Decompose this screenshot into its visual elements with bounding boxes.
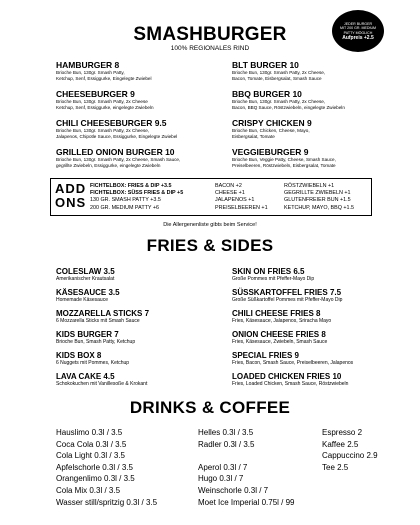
drinks-column-soft (56, 427, 157, 508)
side-name: KIDS BOX 8 (56, 351, 102, 360)
burger-desc: Jalapenos, Chipotle Sauce, Essiggurke, Eingelegte Zwiebel (56, 133, 178, 139)
drink-item: Hugo 0.3l / 7 (198, 474, 244, 484)
burger-name: BBQ BURGER 10 (232, 89, 302, 99)
drink-item: Cappuccino 2.9 (322, 451, 378, 461)
side-name: COLESLAW 3.5 (56, 267, 115, 276)
drink-item: Radler 0.3l / 3.5 (198, 439, 255, 449)
addon-item: RÖSTZWIEBELN +1 (284, 183, 335, 189)
side-desc: Amerikanischer Krautsalat (56, 276, 115, 282)
side-item (56, 372, 226, 387)
allergen-note: Die Allergenenliste gibts beim Service! (163, 222, 257, 228)
addons-column (215, 183, 268, 212)
burger-desc: Ketchup, Senf, Essiggurke, eingelegte Zwiebeln (56, 104, 154, 110)
burger-desc: Bacon, BBQ Sauce, Röstzwiebeln, eingelegte Zwiebeln (232, 104, 345, 110)
burger-item (56, 90, 236, 110)
side-item (232, 351, 402, 366)
drinks-section-title: DRINKS & COFFEE (129, 398, 291, 417)
addon-item: CHEESE +1 (215, 190, 245, 197)
burger-name: HAMBURGER 8 (56, 60, 120, 70)
side-item (56, 267, 226, 282)
side-name: KIDS BURGER 7 (56, 330, 119, 339)
page-title: SMASHBURGER (133, 24, 287, 45)
burger-item (56, 148, 236, 168)
drinks-spacer (198, 450, 295, 462)
burger-desc: Ketchup, Senf, Essiggurke, Eingelegte Zwiebel (56, 75, 152, 81)
side-name: ONION CHEESE FRIES 8 (232, 330, 326, 339)
page-subtitle: 100% REGIONALES RIND (170, 45, 250, 52)
burger-desc: Brioche Bun, 130gr. Smash Patty, 2x Cheese, (56, 128, 150, 133)
drink-item: Coca Cola 0.3l / 3.5 (56, 439, 127, 449)
side-desc: Große Pommes mit Pfeffer-Mayo Dip (232, 276, 315, 282)
side-desc: 6 Nuggets mit Pommes, Ketchup (56, 360, 130, 366)
burger-item (232, 119, 412, 139)
side-desc: 6 Mozzarella Sticks mit Smash Sauce (56, 318, 140, 324)
addon-item: GEGRILLTE ZWIEBELN +1 (284, 190, 351, 197)
burger-item (232, 148, 412, 168)
burger-item (56, 61, 236, 81)
side-name: CHILI CHEESE FRIES 8 (232, 309, 321, 318)
side-desc: Schokokuchen mit Vanillesoße & Krokant (56, 381, 148, 387)
addons-column (284, 183, 354, 212)
burger-item (232, 90, 412, 110)
side-item (56, 288, 226, 303)
side-desc: Brioche Bun, Smash Patty, Ketchup (56, 339, 136, 345)
badge-line: JEDER BURGER (343, 21, 373, 26)
side-item (56, 330, 226, 345)
side-desc: Fries, Loaded Chicken, Smash Sauce, Röstzwiebeln (232, 381, 349, 387)
drink-item: Kaffee 2.5 (322, 439, 359, 449)
side-desc: Fries, Käsesauce, Zwiebeln, Smash Sauce (232, 339, 328, 345)
addon-item: GLUTENFREIER BUN +1.5 (284, 197, 351, 204)
side-name: MOZZARELLA STICKS 7 (56, 309, 150, 318)
addon-item: KETCHUP, MAYO, BBQ +1.5 (284, 204, 355, 211)
addons-logo-line: ONS (55, 195, 87, 210)
addons-column (90, 183, 183, 212)
burger-desc: gegrillte Zwiebeln, Essiggurke, eingelegte Zwiebeln (56, 162, 161, 168)
side-name: SÜSSKARTOFFEL FRIES 7.5 (232, 288, 342, 297)
burger-desc: Brioche Bun, Veggie Patty, Cheese, Smash Sauce, (232, 157, 336, 162)
side-item (232, 309, 402, 324)
side-item (232, 330, 402, 345)
burger-name: GRILLED ONION BURGER 10 (56, 147, 175, 157)
addon-item: FICHTELBOX: SÜSS FRIES & DIP +5 (90, 190, 184, 197)
side-item (232, 267, 402, 282)
side-name: SPECIAL FRIES 9 (232, 351, 299, 360)
burger-desc: Brioche Bun, 130gr. Smash Patty, 2x Cheese, (232, 70, 326, 75)
drink-item: Cola Mix 0.3l / 3.5 (56, 485, 121, 495)
drink-item: Aperol 0.3l / 7 (198, 462, 248, 472)
drinks-column-coffee (322, 427, 378, 473)
burger-desc: Bacon, Tomate, Eisbergsalat, Smash Sauce (232, 75, 322, 81)
drink-item: Moet Ice Imperial 0.75l / 99 (198, 497, 295, 507)
side-name: LAVA CAKE 4.5 (56, 372, 115, 381)
drink-item: Wasser still/spritzig 0.3l / 3.5 (56, 497, 158, 507)
addon-item: FICHTELBOX: FRIES & DIP +3.5 (90, 183, 172, 189)
addons-logo-line: ADD (55, 181, 87, 196)
side-name: LOADED CHICKEN FRIES 10 (232, 372, 342, 381)
drink-item: Apfelschorle 0.3l / 3.5 (56, 462, 133, 472)
patty-upgrade-badge (332, 10, 384, 52)
side-item (232, 372, 402, 387)
side-desc: Fries, Bacon, Smash Sauce, Preiselbeeren, Jalapenos (232, 360, 354, 366)
side-item (56, 309, 226, 324)
drink-item: Weinschorle 0.3l / 7 (198, 485, 269, 495)
burger-desc: Brioche Bun, 130gr. Smash Patty, (56, 70, 125, 75)
addon-item: JALAPENOS +1 (215, 197, 255, 204)
drink-item: Tee 2.5 (322, 462, 349, 472)
side-desc: Große Süßkartoffel Pommes mit Pfeffer-Mayo Dip (232, 297, 343, 303)
addons-logo (55, 182, 85, 210)
drink-item: Cola Light 0.3l / 3.5 (56, 451, 125, 461)
burger-item (56, 119, 236, 139)
drink-item: Hauslimo 0.3l / 3.5 (56, 428, 123, 437)
burger-desc: Brioche Bun, 130gr. Smash Patty, 2x Cheese (56, 99, 148, 104)
drinks-column-alcohol (198, 427, 295, 508)
side-desc: Homemade Käsesauce (56, 297, 108, 303)
burger-name: VEGGIEBURGER 9 (232, 147, 309, 157)
drink-item: Espresso 2 (322, 428, 363, 437)
burger-name: CRISPY CHICKEN 9 (232, 118, 312, 128)
addon-item: BACON +2 (215, 183, 242, 189)
burger-desc: Preiselbeeren, Röstzwiebeln, Eisbergsalat, Tomate (232, 162, 336, 168)
side-name: SKIN ON FRIES 6.5 (232, 267, 305, 276)
addon-item: 130 GR. SMASH PATTY +3.5 (90, 197, 161, 204)
side-desc: Fries, Käsesauce, Jalapenos, Sriracha Mayo (232, 318, 332, 324)
badge-line: MIT 200 GR. MEDIUM (339, 26, 377, 31)
drink-item: Helles 0.3l / 3.5 (198, 428, 254, 437)
side-name: KÄSESAUCE 3.5 (56, 288, 120, 297)
burger-name: CHEESEBURGER 9 (56, 89, 135, 99)
addon-item: PREISELBEEREN +1 (215, 204, 268, 211)
fries-section-title: FRIES & SIDES (146, 236, 274, 255)
side-item (232, 288, 402, 303)
burger-desc: Brioche Bun, Chicken, Cheese, Mayo, (232, 128, 310, 133)
burger-desc: Brioche Bun, 130gr. Smash Patty, 2x Cheese, (232, 99, 326, 104)
burger-name: BLT BURGER 10 (232, 60, 299, 70)
burger-name: CHILI CHEESEBURGER 9.5 (56, 118, 167, 128)
burger-item (232, 61, 412, 81)
badge-line: PATTY MÖGLICH (343, 30, 373, 35)
side-item (56, 351, 226, 366)
burger-desc: Brioche Bun, 130gr. Smash Patty, 2x Cheese, Smash Sauce, (56, 157, 181, 162)
addon-item: 200 GR. MEDIUM PATTY +6 (90, 204, 160, 211)
drink-item: Orangenlimo 0.3l / 3.5 (56, 474, 135, 484)
addons-box (50, 178, 372, 216)
burger-desc: Eisbergsalat, Tomate (232, 133, 275, 139)
badge-price: Aufpreis +2.5 (342, 34, 374, 41)
